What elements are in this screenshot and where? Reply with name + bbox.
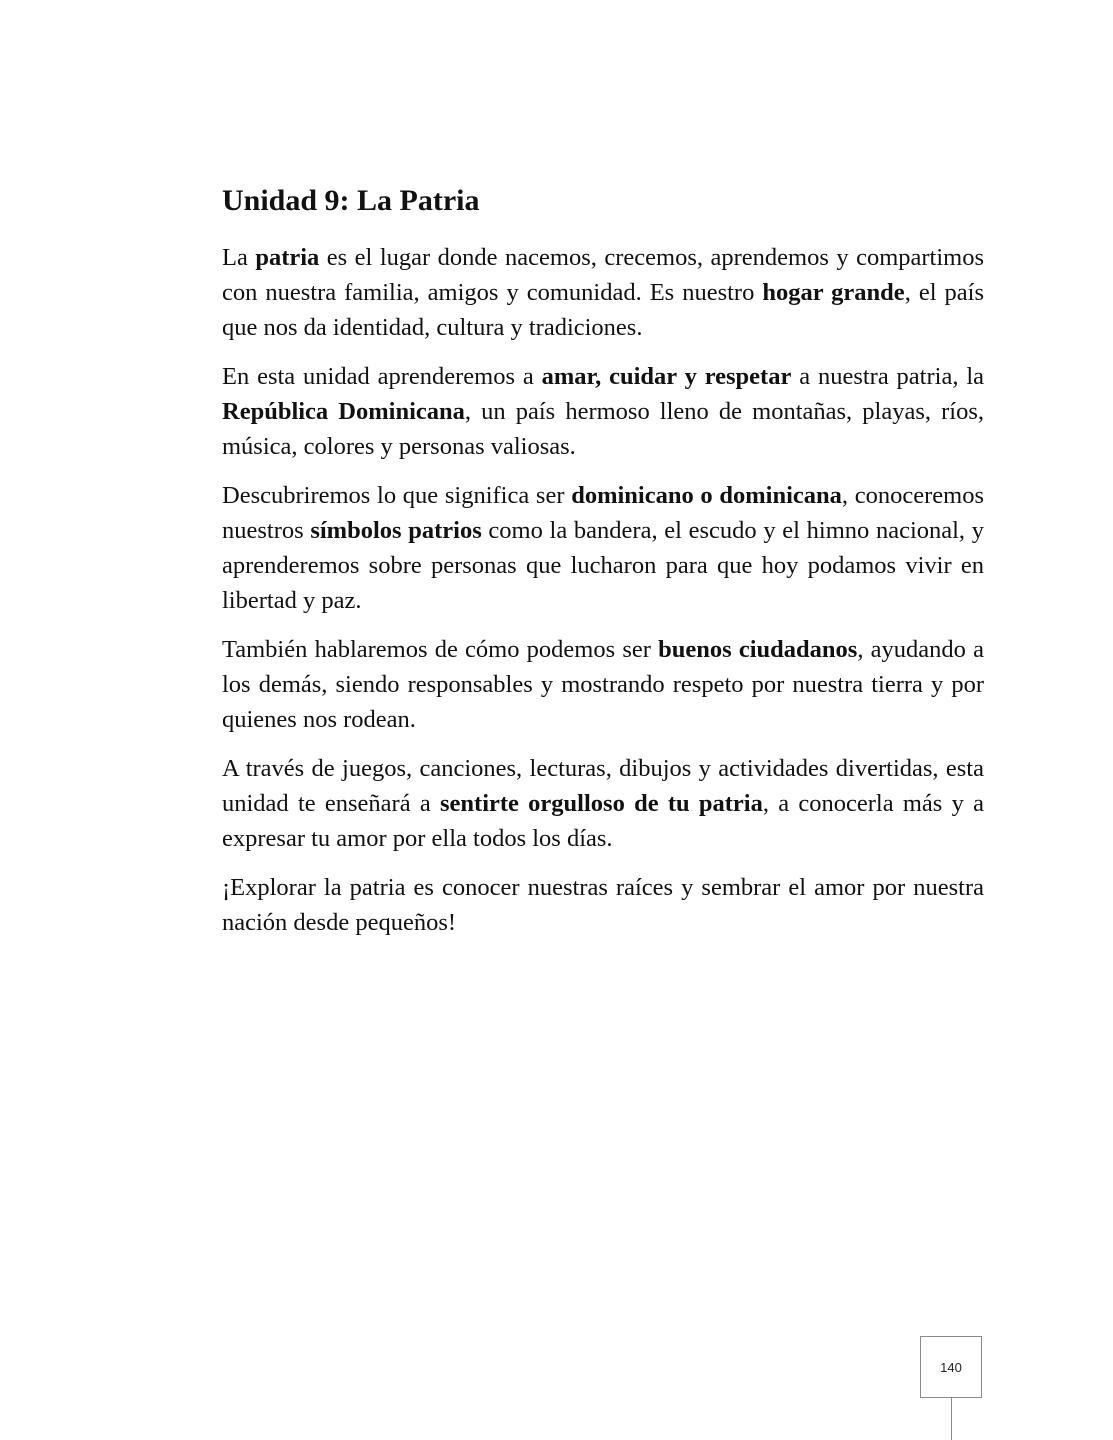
paragraph <box>222 359 984 464</box>
page-number-connector-line <box>951 1398 952 1440</box>
paragraph <box>222 632 984 737</box>
emphasized-text: símbolos patrios <box>310 517 482 544</box>
emphasized-text: sentirte orgulloso de tu patria <box>440 790 763 817</box>
emphasized-text: patria <box>255 244 320 271</box>
paragraph-text: es el lugar donde nacemos, crecemos, aprendemos y compartimos con nuestra familia, amigos y comunidad. Es nuestro <box>222 244 984 306</box>
paragraph-text: a nuestra patria, la <box>791 363 984 390</box>
paragraph-text: En esta unidad aprenderemos a <box>222 363 542 390</box>
paragraph-text: , conoceremos nuestros <box>222 482 984 544</box>
paragraph-text: También hablaremos de cómo podemos ser <box>222 636 659 663</box>
paragraph <box>222 870 984 940</box>
page-number-box <box>920 1336 982 1398</box>
paragraph-text: Descubriremos lo que significa ser <box>222 482 572 509</box>
emphasized-text: buenos ciudadanos <box>658 636 858 663</box>
emphasized-text: República Dominicana <box>222 398 465 425</box>
paragraph-text: , a conocerla más y a expresar tu amor por ella todos los días. <box>222 790 984 852</box>
emphasized-text: hogar grande <box>762 279 905 306</box>
paragraph-text: , ayudando a los demás, siendo responsables y mostrando respeto por nuestra tierra y por quienes nos rodean. <box>222 636 985 733</box>
page-content <box>222 176 984 954</box>
paragraph <box>222 751 984 856</box>
paragraph <box>222 240 984 345</box>
page-number: 140 <box>940 1359 962 1375</box>
paragraph-text: como la bandera, el escudo y el himno nacional, y aprenderemos sobre personas que lucharon para que hoy podamos vivir en libertad y paz. <box>222 517 984 614</box>
paragraph-text: ¡Explorar la patria es conocer nuestras raíces y sembrar el amor por nuestra nación desde pequeños! <box>222 874 984 936</box>
paragraph-text: A través de juegos, canciones, lecturas, dibujos y actividades divertidas, esta unidad te enseñará a <box>222 755 984 817</box>
paragraph-text: , el país que nos da identidad, cultura y tradiciones. <box>222 279 984 341</box>
emphasized-text: amar, cuidar y respetar <box>541 363 792 390</box>
emphasized-text: dominicano o dominicana <box>571 482 842 509</box>
body-text <box>222 240 984 940</box>
paragraph-text: , un país hermoso lleno de montañas, playas, ríos, música, colores y personas valiosas. <box>222 398 984 460</box>
unit-title: Unidad 9: La Patria <box>222 184 480 217</box>
paragraph-text: La <box>222 244 256 271</box>
paragraph <box>222 478 984 618</box>
